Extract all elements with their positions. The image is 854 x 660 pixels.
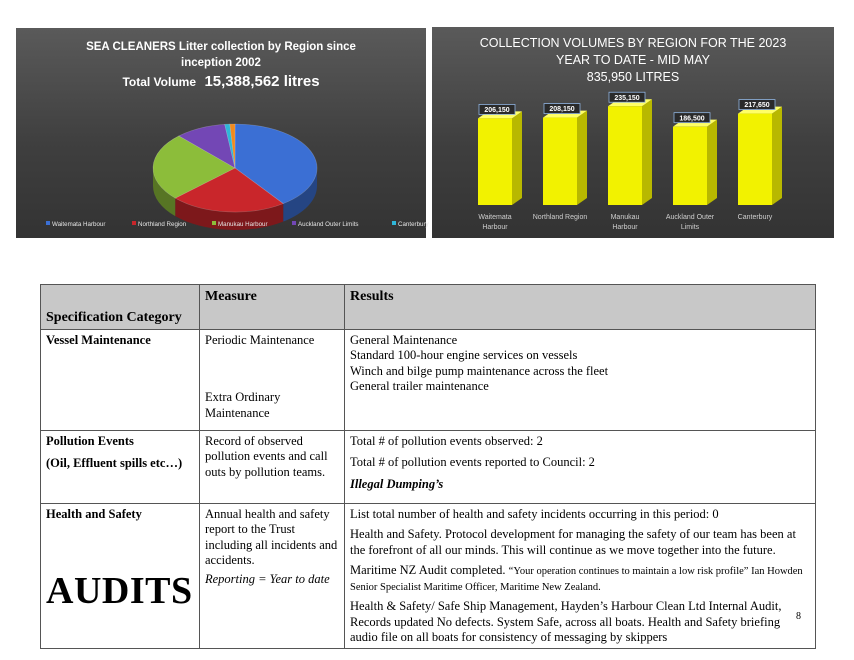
health-category: Health and Safety <box>46 507 142 521</box>
pie-total-label: Total Volume <box>122 75 197 89</box>
bar-data-label: 186,500 <box>679 115 705 123</box>
pie-total <box>122 73 319 90</box>
health-measure: Annual health and safety report to the Trust including all incidents and accidents. <box>205 507 338 567</box>
vessel-measure-periodic: Periodic Maintenance <box>205 333 315 347</box>
bar-category-label: Auckland Outer <box>665 214 715 221</box>
pie-title-line1: SEA CLEANERS Litter collection by Region since <box>86 41 356 53</box>
bar <box>738 114 772 205</box>
health-category-cell <box>41 504 200 649</box>
litter-by-region-pie-chart <box>16 28 429 238</box>
pollution-result-observed: Total # of pollution events observed: 2 <box>350 434 543 448</box>
header-specification-category: Specification Category <box>41 285 200 330</box>
vessel-result-line: Standard 100-hour engine services on vessels <box>350 348 578 363</box>
bar-data-label: 206,150 <box>484 107 510 115</box>
health-results-cell <box>345 504 816 649</box>
pie-slices <box>153 124 317 230</box>
vessel-measure-extraordinary: Extra Ordinary Maintenance <box>205 390 281 420</box>
legend-swatch <box>392 221 396 225</box>
table-row-health-safety <box>41 504 816 649</box>
table-row-pollution-events <box>41 431 816 504</box>
vessel-results-cell <box>345 330 816 431</box>
pollution-result-dumping: Illegal Dumping’s <box>350 476 444 491</box>
pie-chart-svg <box>16 28 429 238</box>
bar-category-label: Canterbury <box>737 214 773 221</box>
table-row-vessel-maintenance <box>41 330 816 431</box>
legend-swatch <box>212 221 216 225</box>
vessel-measure-cell <box>200 330 345 431</box>
pollution-category-sub: (Oil, Effluent spills etc…) <box>46 456 183 471</box>
legend-entry: Manukau Harbour <box>218 221 268 228</box>
bar-chart-svg <box>432 27 834 238</box>
bar-title-line2: YEAR TO DATE - MID MAY <box>556 53 710 67</box>
table-header-row <box>41 285 816 330</box>
bar-side <box>512 111 522 205</box>
bar <box>673 127 707 205</box>
vessel-result-line: Winch and bilge pump maintenance across the fleet <box>350 363 609 378</box>
header-measure: Measure <box>200 285 345 330</box>
bar-category-label: Manukau <box>610 214 640 221</box>
vessel-category: Vessel Maintenance <box>41 330 200 431</box>
vessel-result-line: General trailer maintenance <box>350 378 489 393</box>
health-measure-note: Reporting = Year to date <box>205 572 330 586</box>
specification-table <box>40 284 816 649</box>
bar-category-label: Harbour <box>612 224 638 231</box>
legend-swatch <box>132 221 136 225</box>
bar-data-label: 208,150 <box>549 106 575 114</box>
health-result-maritime <box>350 563 810 595</box>
legend-swatch <box>292 221 296 225</box>
bar-data-label: 217,650 <box>744 102 770 110</box>
bar <box>608 106 642 205</box>
maritime-audit-quote: “Your operation continues to maintain a low risk profile” Ian Howden Senior Specialist Maritime Officer, Maritime New Zealand. <box>350 565 803 593</box>
pie-legend <box>46 221 471 228</box>
collection-volumes-bar-chart <box>432 27 834 238</box>
health-result-internal-audit: Health & Safety/ Safe Ship Management, Hayden’s Harbour Clean Ltd Internal Audit, Records updated No defects. System Safe, across all boats. Health and Safety briefing audio file on all boats for consistency of messaging by skippers <box>350 599 782 644</box>
legend-swatch <box>46 221 50 225</box>
bar <box>543 118 577 205</box>
bar-title-line3: 835,950 LITRES <box>586 70 680 84</box>
pollution-measure: Record of observed pollution events and call outs by pollution teams. <box>200 431 345 504</box>
pollution-results-cell <box>345 431 816 504</box>
bar-data-label: 235,150 <box>614 94 640 102</box>
legend-entry: Waitemata Harbour <box>52 221 106 228</box>
bar-side <box>642 99 652 205</box>
health-measure-cell <box>200 504 345 649</box>
vessel-result-line: General Maintenance <box>350 333 458 347</box>
bar-title-line1: COLLECTION VOLUMES BY REGION FOR THE 2023 <box>479 36 787 50</box>
header-results: Results <box>345 285 816 330</box>
pollution-category-cell <box>41 431 200 504</box>
pie-title-line2: inception 2002 <box>181 57 261 69</box>
bar-category-label: Northland Region <box>532 214 588 221</box>
legend-entry: Northland Region <box>138 221 187 228</box>
bar-marks <box>478 92 782 231</box>
bar-side <box>772 107 782 205</box>
bar <box>478 118 512 205</box>
pollution-result-reported: Total # of pollution events reported to Council: 2 <box>350 455 595 470</box>
bar-category-label: Waitemata <box>478 214 512 221</box>
page-number: 8 <box>796 611 801 622</box>
audits-heading: AUDITS <box>46 570 193 613</box>
health-result-incidents: List total number of health and safety incidents occurring in this period: 0 <box>350 507 719 521</box>
legend-entry: Auckland Outer Limits <box>298 221 359 228</box>
maritime-audit-text: Maritime NZ Audit completed. <box>350 562 506 577</box>
bar-side <box>707 120 717 205</box>
bar-category-label: Harbour <box>482 224 508 231</box>
pollution-category: Pollution Events <box>46 434 134 448</box>
pie-total-value: 15,388,562 litres <box>204 73 320 90</box>
bar-category-label: Limits <box>680 224 700 231</box>
bar-side <box>577 111 587 205</box>
health-result-protocol: Health and Safety. Protocol development for managing the safety of our team has been at the forefront of all our minds. This will continue as we move together into the future. <box>350 527 796 557</box>
legend-entry: Canterbury <box>398 221 429 228</box>
